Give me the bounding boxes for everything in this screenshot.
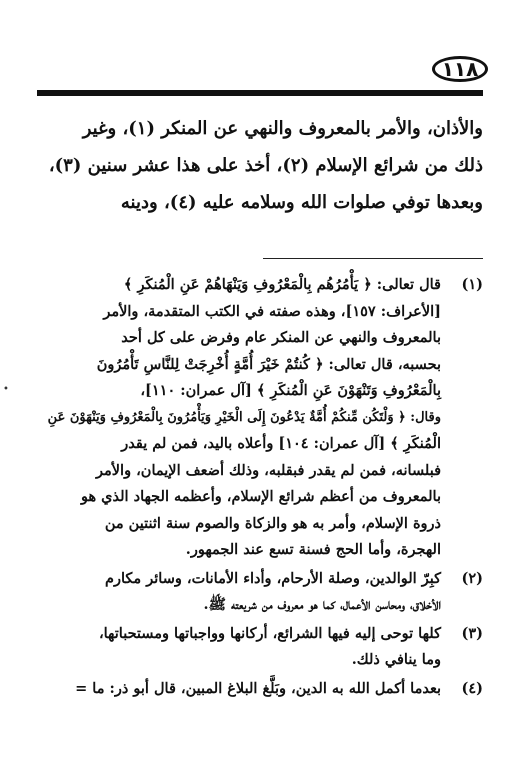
footnote-line: بالمعروف والنهي عن المنكر عام وفرض على كل أحد: [121, 329, 441, 346]
footnote-line: [الأعراف: ١٥٧]، وهذه صفته في الكتب المتقدمة، والأمر: [103, 302, 441, 320]
footnote-number: (٣): [461, 624, 483, 642]
footnote-line: وما ينافي ذلك.: [351, 651, 441, 668]
footnote-line: وقال: ﴿ وَلْتَكُن مِّنكُمْ أُمَّةٌ يَدْعُونَ إِلَى الْخَيْرِ وَيَأْمُرُونَ بِالْمَعْرُوفِ وَيَنْهَوْنَ عَنِ: [47, 409, 441, 425]
footnote-line: بعدما أكمل الله به الدين، وبَلَّغ البلاغ المبين، قال أبو ذر: ما =: [75, 679, 441, 697]
header-rule: [37, 90, 483, 96]
footnote-line: بحسبه، قال تعالى: ﴿ كُنتُمْ خَيْرَ أُمَّةٍ أُخْرِجَتْ لِلنَّاسِ تَأْمُرُونَ: [96, 355, 441, 373]
footnote-line: الْمُنكَرِ ﴾ [آل عمران: ١٠٤] وأعلاه باليد، فمن لم يقدر: [121, 435, 441, 452]
footnote-line: بِالْمَعْرُوفِ وَتَنْهَوْنَ عَنِ الْمُنكَرِ ﴾ [آل عمران: ١١٠]،: [140, 382, 441, 399]
footnote-line: بالمعروف من أعظم شرائع الإسلام، وأعظمه الجهاد الذي هو: [80, 488, 441, 505]
footnote-4: [37, 676, 483, 703]
footnote-number: (٢): [461, 569, 483, 587]
footnotes: [37, 272, 483, 704]
footnote-separator: [263, 258, 483, 259]
footnote-line: الأخلاق، ومحاسن الأعمال، كما هو معروف من شريعته ﷺ.: [203, 596, 441, 613]
main-text: [37, 110, 483, 221]
footnote-line: قال تعالى: ﴿ يَأْمُرُهُم بِالْمَعْرُوفِ وَيَنْهَاهُمْ عَنِ الْمُنكَرِ ﴾: [123, 276, 441, 293]
footnote-body: [37, 566, 441, 619]
footnote-number: (١): [461, 276, 483, 293]
footnote-line: كلها توحى إليه فيها الشرائع، أركانها وواجباتها ومستحباتها،: [98, 624, 441, 642]
main-line: ذلك من شرائع الإسلام (٢)، أخذ على هذا عشر سنين (٣)،: [48, 155, 483, 176]
main-line: وبعدها توفي صلوات الله وسلامه عليه (٤)، ودينه: [120, 192, 483, 213]
scan-speck: •: [3, 384, 9, 395]
footnote-body: [37, 676, 441, 703]
footnote-2: [37, 566, 483, 619]
footnote-number: (٤): [461, 679, 483, 697]
footnote-line: ذروة الإسلام، وأمر به هو والزكاة والصوم سنة اثنتين من: [104, 514, 441, 532]
footnote-line: فبلسانه، فمن لم يقدر فبقلبه، وذلك أضعف الإيمان، والأمر: [96, 461, 441, 479]
footnote-line: كبِرّ الوالدين، وصلة الأرحام، وأداء الأمانات، وسائر مكارم: [105, 569, 441, 587]
footnote-1: [37, 272, 483, 564]
main-line: والأذان، والأمر بالمعروف والنهي عن المنكر (١)، وغير: [82, 118, 483, 139]
page-number: ١١٨: [432, 56, 488, 82]
footnote-body: [37, 272, 441, 564]
footnote-line: الهجرة، وأما الحج فسنة تسع عند الجمهور.: [185, 541, 441, 558]
footnote-3: [37, 621, 483, 674]
footnote-body: [37, 621, 441, 674]
